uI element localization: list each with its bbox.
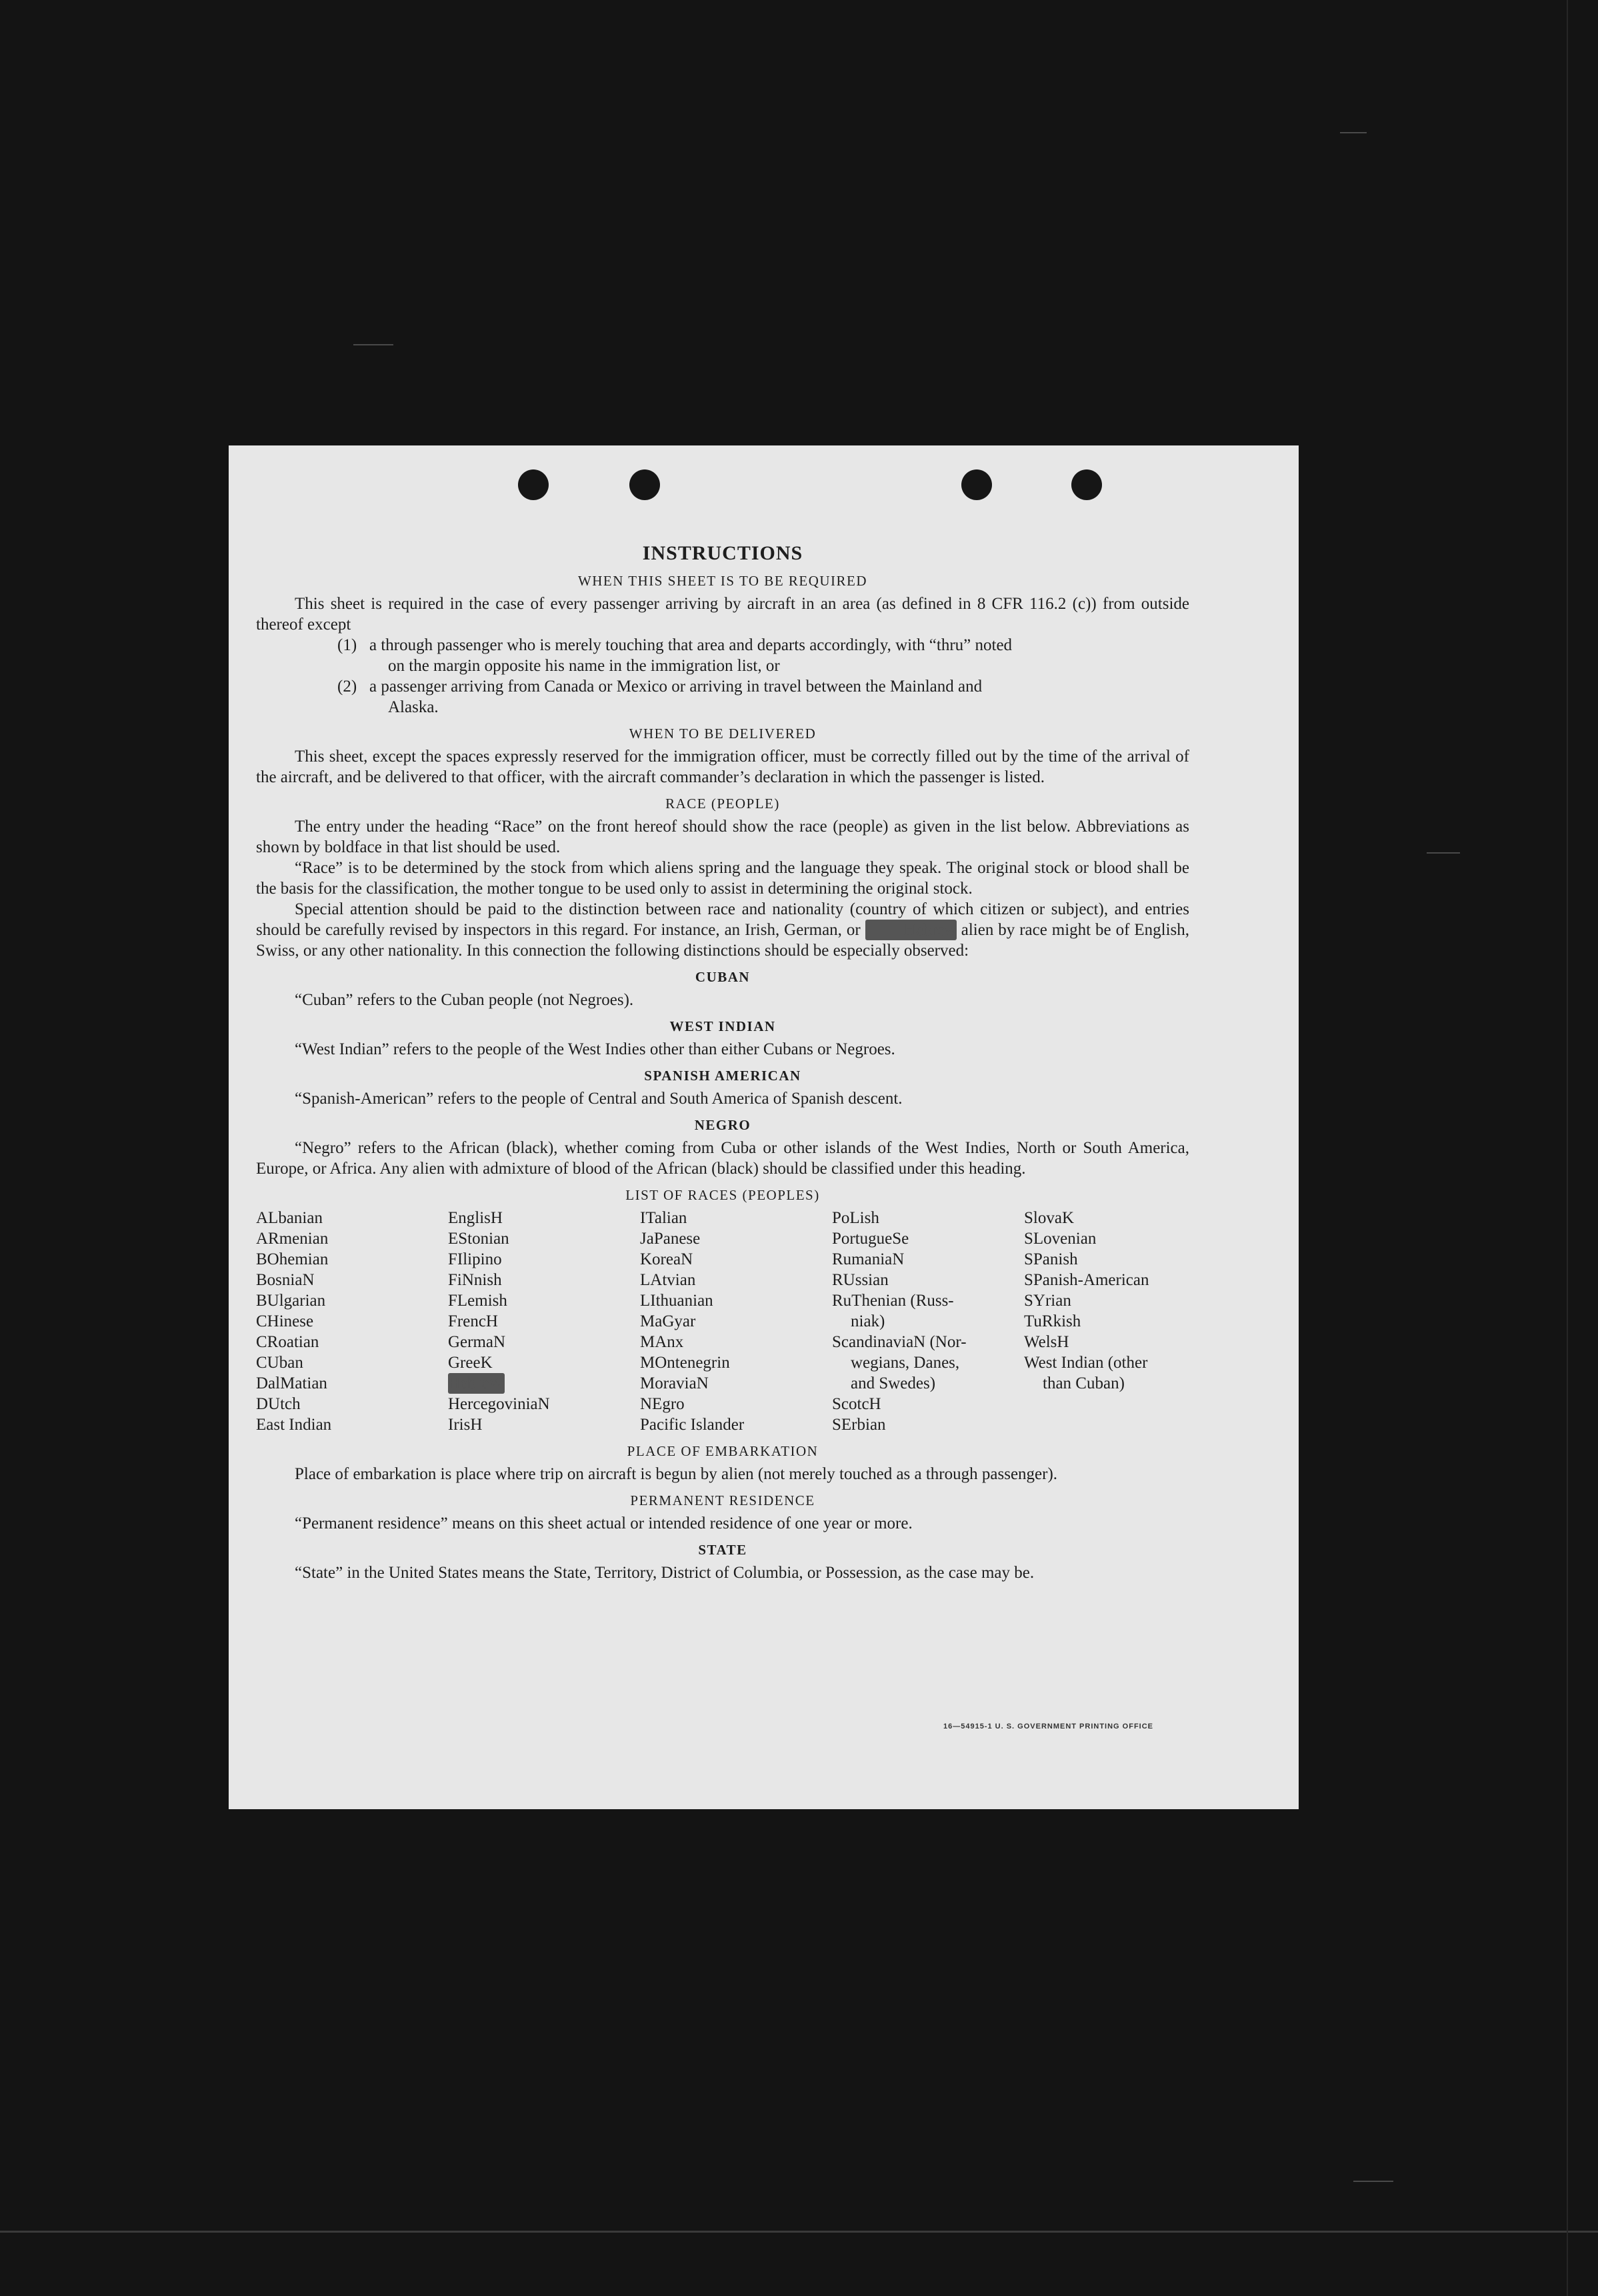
paragraph-residence: “Permanent residence” means on this sheet actual or intended residence of one year or more.: [295, 1514, 913, 1532]
race-item: SLovenian: [1024, 1230, 1097, 1248]
race-item: DUtch: [256, 1395, 301, 1413]
paragraph-negro: “Negro” refers to the African (black), whether coming from Cuba or other islands of the West Indies, North or South America, Europe, or Africa. Any alien with admixture of blood of the African (black) should be classified under this heading.: [256, 1139, 1189, 1178]
redacted-word: HebreW: [448, 1374, 505, 1392]
section-heading-state: STATE: [698, 1542, 747, 1558]
punch-hole: [629, 469, 660, 500]
paragraph-spanish-american: “Spanish-American” refers to the people of Central and South America of Spanish descent.: [295, 1090, 903, 1108]
document-body: [256, 542, 1189, 1583]
punch-hole: [518, 469, 549, 500]
race-item: IrisH: [448, 1416, 483, 1434]
race-item: FrencH: [448, 1312, 498, 1330]
race-item: PoLish: [832, 1209, 879, 1227]
scratch-mark: [1340, 132, 1367, 133]
race-item: RuThenian (Russ-: [832, 1292, 954, 1310]
race-item: [448, 1373, 640, 1394]
exception-line: a through passenger who is merely touching that area and departs accordingly, with “thru” noted: [369, 636, 1013, 654]
race-column: [832, 1208, 1024, 1435]
race-item: RUssian: [832, 1271, 889, 1289]
race-item: RumaniaN: [832, 1250, 905, 1268]
race-item: ScandinaviaN (Nor-: [832, 1333, 967, 1351]
section-heading-race: RACE (PEOPLE): [665, 796, 780, 812]
race-item: MAnx: [640, 1333, 684, 1351]
race-item: MaGyar: [640, 1312, 696, 1330]
race-item: East Indian: [256, 1416, 332, 1434]
race-item: ScotcH: [832, 1395, 881, 1413]
race-item: SlovaK: [1024, 1209, 1074, 1227]
scratch-mark: [353, 344, 393, 345]
race-text-before: Special attention should be paid to the distinction between race and nationality (country of which citizen or subject), and entries should be carefully revised by inspectors in this regard. For instance, an Irish, German, or: [256, 900, 1189, 939]
exception-line: on the margin opposite his name in the immigration list, or: [388, 657, 780, 675]
race-item: Pacific Islander: [640, 1416, 745, 1434]
section-heading-negro: NEGRO: [694, 1117, 751, 1133]
race-item: CRoatian: [256, 1333, 319, 1351]
race-item: SPanish-American: [1024, 1271, 1149, 1289]
race-item: ALbanian: [256, 1209, 323, 1227]
race-item-continued: than Cuban): [1043, 1374, 1125, 1392]
race-item: WelsH: [1024, 1333, 1069, 1351]
printer-mark: 16—54915-1 U. S. GOVERNMENT PRINTING OFFICE: [943, 1723, 1154, 1731]
race-item: HercegoviniaN: [448, 1395, 550, 1413]
document-title: INSTRUCTIONS: [642, 542, 803, 564]
paragraph-state: “State” in the United States means the State, Territory, District of Columbia, or Possession, as the case may be.: [295, 1564, 1035, 1582]
race-item: MoraviaN: [640, 1374, 709, 1392]
race-item: BosniaN: [256, 1271, 315, 1289]
race-column: [256, 1208, 448, 1435]
section-heading-when-delivered: WHEN TO BE DELIVERED: [629, 726, 817, 742]
race-item-continued: wegians, Danes,: [851, 1354, 960, 1372]
race-item: KoreaN: [640, 1250, 693, 1268]
race-list: [256, 1208, 1189, 1435]
exception-1: [337, 635, 1189, 676]
race-item: JaPanese: [640, 1230, 701, 1248]
exception-line: Alaska.: [388, 698, 439, 716]
punch-hole: [1071, 469, 1102, 500]
race-item: GermaN: [448, 1333, 506, 1351]
section-heading-list-of-races: LIST OF RACES (PEOPLES): [625, 1187, 820, 1203]
race-column: [640, 1208, 832, 1435]
section-heading-when-required: WHEN THIS SHEET IS TO BE REQUIRED: [577, 573, 868, 589]
race-item: MOntenegrin: [640, 1354, 730, 1372]
exception-number: (1): [337, 636, 357, 654]
paragraph-when-delivered: This sheet, except the spaces expressly reserved for the immigration officer, must be correctly filled out by the time of the arrival of the aircraft, and be delivered to that officer, with the aircraft commander’s declaration in which the passenger is listed.: [256, 748, 1189, 786]
film-edge-right: [1567, 0, 1568, 2296]
race-item: ARmenian: [256, 1230, 329, 1248]
race-column: [1024, 1208, 1216, 1435]
redacted-word: Hebrew: [865, 920, 957, 940]
race-column: [448, 1208, 640, 1435]
race-item-continued: niak): [851, 1312, 885, 1330]
paragraph-cuban: “Cuban” refers to the Cuban people (not Negroes).: [295, 991, 634, 1009]
race-item: SPanish: [1024, 1250, 1078, 1268]
race-item: CHinese: [256, 1312, 314, 1330]
race-item: FiNnish: [448, 1271, 502, 1289]
section-heading-residence: PERMANENT RESIDENCE: [630, 1492, 815, 1508]
race-item: LIthuanian: [640, 1292, 713, 1310]
paragraph-race-2: “Race” is to be determined by the stock from which aliens spring and the language they speak. The original stock or blood shall be the basis for the classification, the mother tongue to be used only to assist in determining the original stock.: [256, 859, 1189, 898]
race-item: PortugueSe: [832, 1230, 909, 1248]
exception-number: (2): [337, 678, 357, 696]
race-item: West Indian (other: [1024, 1354, 1148, 1372]
race-item: DalMatian: [256, 1374, 327, 1392]
race-item: EStonian: [448, 1230, 509, 1248]
paragraph-when-required: This sheet is required in the case of every passenger arriving by aircraft in an area (as defined in 8 CFR 116.2 (c)) from outside thereof except: [256, 595, 1189, 634]
race-item: LAtvian: [640, 1271, 696, 1289]
race-item: SErbian: [832, 1416, 886, 1434]
exception-2: [337, 676, 1189, 718]
paragraph-race-3: [256, 899, 1189, 961]
paragraph-west-indian: “West Indian” refers to the people of the West Indies other than either Cubans or Negroes.: [295, 1040, 895, 1058]
section-heading-cuban: CUBAN: [695, 969, 751, 985]
race-item: CUban: [256, 1354, 303, 1372]
scratch-mark: [1427, 852, 1460, 854]
race-item: BOhemian: [256, 1250, 329, 1268]
race-text-after: alien by race might be of English, Swiss, or any other nationality. In this connection the following distinctions should be especially observed:: [256, 921, 1189, 960]
race-item-continued: and Swedes): [851, 1374, 936, 1392]
race-item: EnglisH: [448, 1209, 503, 1227]
race-item: TuRkish: [1024, 1312, 1081, 1330]
race-item: GreeK: [448, 1354, 493, 1372]
section-heading-west-indian: WEST INDIAN: [669, 1018, 776, 1034]
exception-text: [369, 635, 1189, 676]
race-item: ITalian: [640, 1209, 687, 1227]
race-item: SYrian: [1024, 1292, 1071, 1310]
race-item: FIlipino: [448, 1250, 502, 1268]
document-page: [229, 445, 1299, 1809]
section-heading-embarkation: PLACE OF EMBARKATION: [627, 1443, 819, 1459]
paragraph-embarkation: Place of embarkation is place where trip on aircraft is begun by alien (not merely touched as a through passenger).: [295, 1465, 1058, 1483]
race-item: NEgro: [640, 1395, 685, 1413]
exception-text: [369, 676, 1189, 718]
punch-hole: [961, 469, 992, 500]
race-item: FLemish: [448, 1292, 507, 1310]
scratch-mark: [1353, 2181, 1393, 2182]
race-item: BUlgarian: [256, 1292, 326, 1310]
paragraph-race-1: The entry under the heading “Race” on the front hereof should show the race (people) as given in the list below. Abbreviations as shown by boldface in that list should be used.: [256, 818, 1189, 856]
section-heading-spanish-american: SPANISH AMERICAN: [644, 1068, 801, 1084]
exception-line: a passenger arriving from Canada or Mexico or arriving in travel between the Mainland and: [369, 678, 983, 696]
film-edge: [0, 2231, 1598, 2233]
